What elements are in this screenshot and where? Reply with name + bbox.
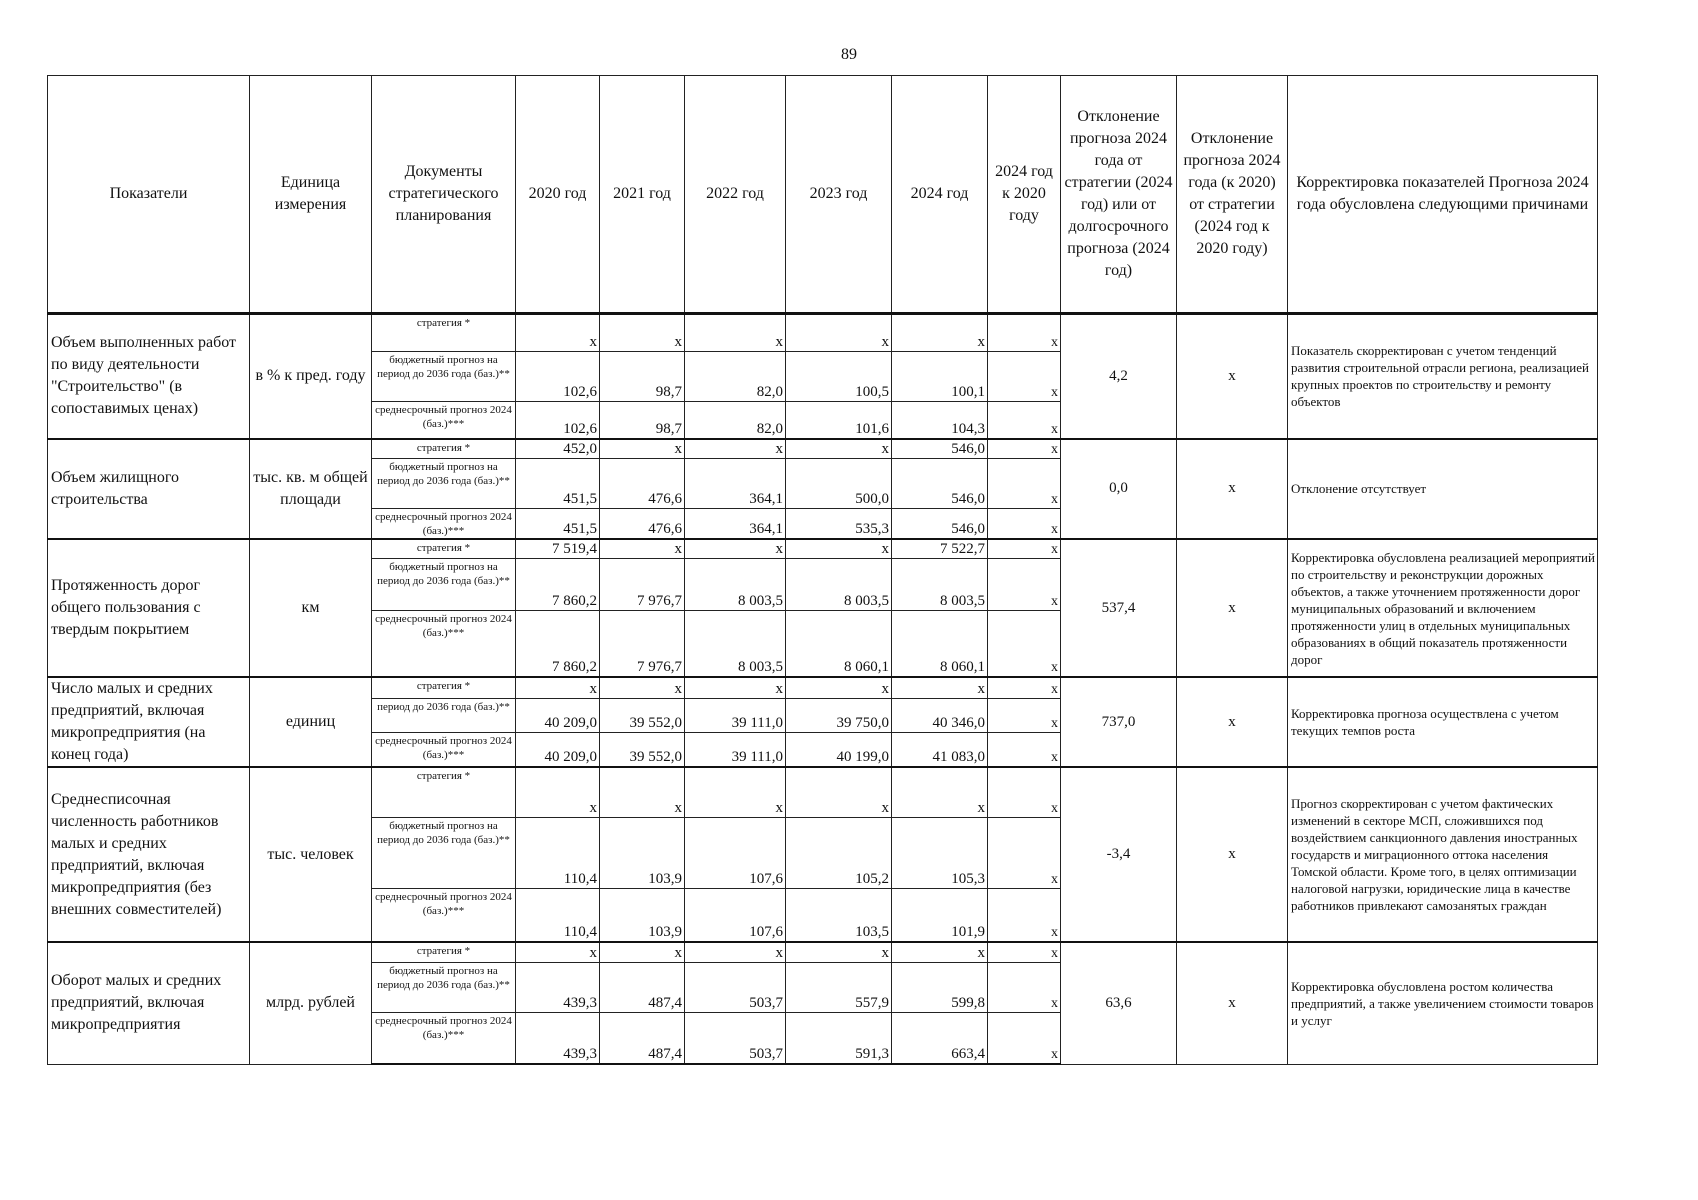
value-2021: х bbox=[600, 314, 685, 352]
unit-cell: км bbox=[250, 539, 372, 677]
document-type-cell: стратегия * bbox=[372, 942, 516, 962]
value-2020: х bbox=[516, 314, 600, 352]
ratio-cell: х bbox=[988, 888, 1061, 942]
value-2024: х bbox=[892, 677, 988, 698]
unit-cell: тыс. кв. м общей площади bbox=[250, 439, 372, 540]
value-2024: 101,9 bbox=[892, 888, 988, 942]
value-2020: 110,4 bbox=[516, 888, 600, 942]
header-2022: 2022 год bbox=[685, 76, 786, 314]
deviation-cell: 737,0 bbox=[1061, 677, 1177, 767]
value-2021: 39 552,0 bbox=[600, 733, 685, 767]
value-2021: 476,6 bbox=[600, 459, 685, 509]
page-number: 89 bbox=[841, 46, 857, 63]
value-2022: х bbox=[685, 439, 786, 459]
indicator-name: Объем жилищного строительства bbox=[48, 439, 250, 540]
value-2023: 557,9 bbox=[786, 962, 892, 1012]
table-row bbox=[48, 677, 1598, 698]
value-2021: 7 976,7 bbox=[600, 610, 685, 677]
header-2023: 2023 год bbox=[786, 76, 892, 314]
unit-cell: тыс. человек bbox=[250, 767, 372, 942]
value-2024: 100,1 bbox=[892, 352, 988, 402]
value-2022: 364,1 bbox=[685, 459, 786, 509]
value-2021: 98,7 bbox=[600, 352, 685, 402]
value-2020: 102,6 bbox=[516, 402, 600, 439]
value-2024: х bbox=[892, 767, 988, 817]
indicator-name: Число малых и средних предприятий, включая микропредприятия (на конец года) bbox=[48, 677, 250, 767]
deviation-cell: 4,2 bbox=[1061, 314, 1177, 439]
value-2021: х bbox=[600, 767, 685, 817]
value-2024: 105,3 bbox=[892, 817, 988, 888]
ratio-cell: х bbox=[988, 352, 1061, 402]
ratio-cell: х bbox=[988, 698, 1061, 732]
value-2020: 451,5 bbox=[516, 459, 600, 509]
document-type-cell: период до 2036 года (баз.)** bbox=[372, 698, 516, 732]
deviation-cell: 63,6 bbox=[1061, 942, 1177, 1064]
value-2022: 107,6 bbox=[685, 817, 786, 888]
value-2021: 98,7 bbox=[600, 402, 685, 439]
value-2023: 105,2 bbox=[786, 817, 892, 888]
value-2023: 8 060,1 bbox=[786, 610, 892, 677]
value-2022: 82,0 bbox=[685, 352, 786, 402]
value-2024: 40 346,0 bbox=[892, 698, 988, 732]
document-type-cell: среднесрочный прогноз 2024 (баз.)*** bbox=[372, 1012, 516, 1064]
value-2020: 40 209,0 bbox=[516, 733, 600, 767]
value-2020: 7 860,2 bbox=[516, 610, 600, 677]
value-2024: 663,4 bbox=[892, 1012, 988, 1064]
value-2020: 40 209,0 bbox=[516, 698, 600, 732]
value-2021: х bbox=[600, 439, 685, 459]
document-type-cell: бюджетный прогноз на период до 2036 года (баз.)** bbox=[372, 352, 516, 402]
document-type-cell: стратегия * bbox=[372, 767, 516, 817]
header-unit: Единица измерения bbox=[250, 76, 372, 314]
document-type-cell: среднесрочный прогноз 2024 (баз.)*** bbox=[372, 402, 516, 439]
table-row bbox=[48, 767, 1598, 817]
value-2021: 39 552,0 bbox=[600, 698, 685, 732]
value-2022: 8 003,5 bbox=[685, 610, 786, 677]
value-2022: х bbox=[685, 942, 786, 962]
document-type-cell: бюджетный прогноз на период до 2036 года (баз.)** bbox=[372, 817, 516, 888]
indicator-name: Оборот малых и средних предприятий, включая микропредприятия bbox=[48, 942, 250, 1064]
value-2020: х bbox=[516, 767, 600, 817]
value-2022: 82,0 bbox=[685, 402, 786, 439]
value-2023: х bbox=[786, 314, 892, 352]
document-type-cell: среднесрочный прогноз 2024 (баз.)*** bbox=[372, 509, 516, 540]
table-row bbox=[48, 439, 1598, 459]
value-2024: х bbox=[892, 314, 988, 352]
document-type-cell: бюджетный прогноз на период до 2036 года (баз.)** bbox=[372, 459, 516, 509]
unit-cell: в % к пред. году bbox=[250, 314, 372, 439]
value-2020: 451,5 bbox=[516, 509, 600, 540]
ratio-cell: х bbox=[988, 402, 1061, 439]
ratio-cell: х bbox=[988, 767, 1061, 817]
ratio-cell: х bbox=[988, 677, 1061, 698]
value-2023: 103,5 bbox=[786, 888, 892, 942]
value-2022: х bbox=[685, 314, 786, 352]
document-type-cell: среднесрочный прогноз 2024 (баз.)*** bbox=[372, 733, 516, 767]
value-2021: 476,6 bbox=[600, 509, 685, 540]
value-2024: 8 003,5 bbox=[892, 558, 988, 610]
value-2020: 439,3 bbox=[516, 962, 600, 1012]
value-2022: 107,6 bbox=[685, 888, 786, 942]
deviation-cell: 0,0 bbox=[1061, 439, 1177, 540]
document-type-cell: бюджетный прогноз на период до 2036 года (баз.)** bbox=[372, 558, 516, 610]
value-2024: 546,0 bbox=[892, 439, 988, 459]
ratio-cell: х bbox=[988, 1012, 1061, 1064]
value-2023: х bbox=[786, 539, 892, 558]
value-2024: 546,0 bbox=[892, 509, 988, 540]
deviation-cell: 537,4 bbox=[1061, 539, 1177, 677]
value-2021: х bbox=[600, 677, 685, 698]
value-2023: 8 003,5 bbox=[786, 558, 892, 610]
indicator-name: Протяженность дорог общего пользования с твердым покрытием bbox=[48, 539, 250, 677]
value-2021: х bbox=[600, 539, 685, 558]
ratio-cell: х bbox=[988, 439, 1061, 459]
header-deviation: Отклонение прогноза 2024 года от стратегии (2024 год) или от долгосрочного прогноза (2024 год) bbox=[1061, 76, 1177, 314]
reason-cell: Отклонение отсутствует bbox=[1288, 439, 1598, 540]
header-2024: 2024 год bbox=[892, 76, 988, 314]
value-2023: х bbox=[786, 767, 892, 817]
header-deviation-ratio: Отклонение прогноза 2024 года (к 2020) от стратегии (2024 год к 2020 году) bbox=[1177, 76, 1288, 314]
value-2020: 439,3 bbox=[516, 1012, 600, 1064]
ratio-cell: х bbox=[988, 509, 1061, 540]
indicator-name: Объем выполненных работ по виду деятельности "Строительство" (в сопоставимых ценах) bbox=[48, 314, 250, 439]
value-2024: 8 060,1 bbox=[892, 610, 988, 677]
indicator-name: Среднесписочная численность работников малых и средних предприятий, включая микропредприятия (без внешних совместителей) bbox=[48, 767, 250, 942]
document-type-cell: стратегия * bbox=[372, 677, 516, 698]
ratio-cell: х bbox=[988, 817, 1061, 888]
header-indicators: Показатели bbox=[48, 76, 250, 314]
value-2023: х bbox=[786, 439, 892, 459]
value-2023: 40 199,0 bbox=[786, 733, 892, 767]
table-row bbox=[48, 942, 1598, 962]
value-2023: 101,6 bbox=[786, 402, 892, 439]
value-2024: 104,3 bbox=[892, 402, 988, 439]
ratio-cell: х bbox=[988, 558, 1061, 610]
document-type-cell: среднесрочный прогноз 2024 (баз.)*** bbox=[372, 888, 516, 942]
forecast-table bbox=[47, 75, 1598, 1065]
value-2023: 100,5 bbox=[786, 352, 892, 402]
header-2024-to-2020: 2024 год к 2020 году bbox=[988, 76, 1061, 314]
value-2024: 41 083,0 bbox=[892, 733, 988, 767]
unit-cell: единиц bbox=[250, 677, 372, 767]
deviation-ratio-cell: х bbox=[1177, 942, 1288, 1064]
value-2022: х bbox=[685, 767, 786, 817]
reason-cell: Корректировка обусловлена реализацией мероприятий по строительству и реконструкции дорожных объектов, а также уточнением протяженности дорог муниципальных образований и включением протяженности улиц в отдельных муниципальных образованиях в общий показатель протяженности дорог bbox=[1288, 539, 1598, 677]
reason-cell: Показатель скорректирован с учетом тенденций развития строительной отрасли региона, реализацией крупных проектов по строительству и ремонту объектов bbox=[1288, 314, 1598, 439]
header-row bbox=[48, 76, 1598, 314]
value-2020: х bbox=[516, 677, 600, 698]
document-type-cell: среднесрочный прогноз 2024 (баз.)*** bbox=[372, 610, 516, 677]
value-2023: х bbox=[786, 677, 892, 698]
value-2023: 591,3 bbox=[786, 1012, 892, 1064]
table-row bbox=[48, 539, 1598, 558]
ratio-cell: х bbox=[988, 942, 1061, 962]
value-2021: 103,9 bbox=[600, 888, 685, 942]
deviation-ratio-cell: х bbox=[1177, 677, 1288, 767]
value-2021: 487,4 bbox=[600, 1012, 685, 1064]
value-2024: 546,0 bbox=[892, 459, 988, 509]
value-2021: х bbox=[600, 942, 685, 962]
value-2023: 500,0 bbox=[786, 459, 892, 509]
document-type-cell: стратегия * bbox=[372, 539, 516, 558]
reason-cell: Корректировка обусловлена ростом количества предприятий, а также увеличением стоимости товаров и услуг bbox=[1288, 942, 1598, 1064]
ratio-cell: х bbox=[988, 733, 1061, 767]
value-2023: 535,3 bbox=[786, 509, 892, 540]
reason-cell: Корректировка прогноза осуществлена с учетом текущих темпов роста bbox=[1288, 677, 1598, 767]
value-2022: 364,1 bbox=[685, 509, 786, 540]
header-documents: Документы стратегического планирования bbox=[372, 76, 516, 314]
value-2020: 102,6 bbox=[516, 352, 600, 402]
value-2022: 39 111,0 bbox=[685, 698, 786, 732]
value-2022: 39 111,0 bbox=[685, 733, 786, 767]
value-2023: 39 750,0 bbox=[786, 698, 892, 732]
value-2024: 7 522,7 bbox=[892, 539, 988, 558]
value-2020: 452,0 bbox=[516, 439, 600, 459]
document-type-cell: бюджетный прогноз на период до 2036 года (баз.)** bbox=[372, 962, 516, 1012]
value-2020: х bbox=[516, 942, 600, 962]
header-2020: 2020 год bbox=[516, 76, 600, 314]
deviation-ratio-cell: х bbox=[1177, 539, 1288, 677]
value-2020: 7 860,2 bbox=[516, 558, 600, 610]
ratio-cell: х bbox=[988, 539, 1061, 558]
value-2022: х bbox=[685, 677, 786, 698]
value-2020: 7 519,4 bbox=[516, 539, 600, 558]
value-2023: х bbox=[786, 942, 892, 962]
document-type-cell: стратегия * bbox=[372, 439, 516, 459]
deviation-cell: -3,4 bbox=[1061, 767, 1177, 942]
value-2021: 487,4 bbox=[600, 962, 685, 1012]
value-2022: 503,7 bbox=[685, 1012, 786, 1064]
ratio-cell: х bbox=[988, 314, 1061, 352]
table-row bbox=[48, 314, 1598, 352]
document-type-cell: стратегия * bbox=[372, 314, 516, 352]
header-2021: 2021 год bbox=[600, 76, 685, 314]
value-2024: х bbox=[892, 942, 988, 962]
value-2021: 103,9 bbox=[600, 817, 685, 888]
reason-cell: Прогноз скорректирован с учетом фактических изменений в секторе МСП, сложившихся под воздействием санкционного давления иностранных государств и миграционного оттока населения Томской области. Кроме того, в целях оптимизации налоговой нагрузки, юридические лица в качестве работников привлекают самозанятых граждан bbox=[1288, 767, 1598, 942]
ratio-cell: х bbox=[988, 610, 1061, 677]
deviation-ratio-cell: х bbox=[1177, 314, 1288, 439]
value-2021: 7 976,7 bbox=[600, 558, 685, 610]
value-2022: 503,7 bbox=[685, 962, 786, 1012]
ratio-cell: х bbox=[988, 962, 1061, 1012]
deviation-ratio-cell: х bbox=[1177, 439, 1288, 540]
value-2020: 110,4 bbox=[516, 817, 600, 888]
value-2024: 599,8 bbox=[892, 962, 988, 1012]
value-2022: х bbox=[685, 539, 786, 558]
unit-cell: млрд. рублей bbox=[250, 942, 372, 1064]
deviation-ratio-cell: х bbox=[1177, 767, 1288, 942]
value-2022: 8 003,5 bbox=[685, 558, 786, 610]
header-reasons: Корректировка показателей Прогноза 2024 года обусловлена следующими причинами bbox=[1288, 76, 1598, 314]
ratio-cell: х bbox=[988, 459, 1061, 509]
